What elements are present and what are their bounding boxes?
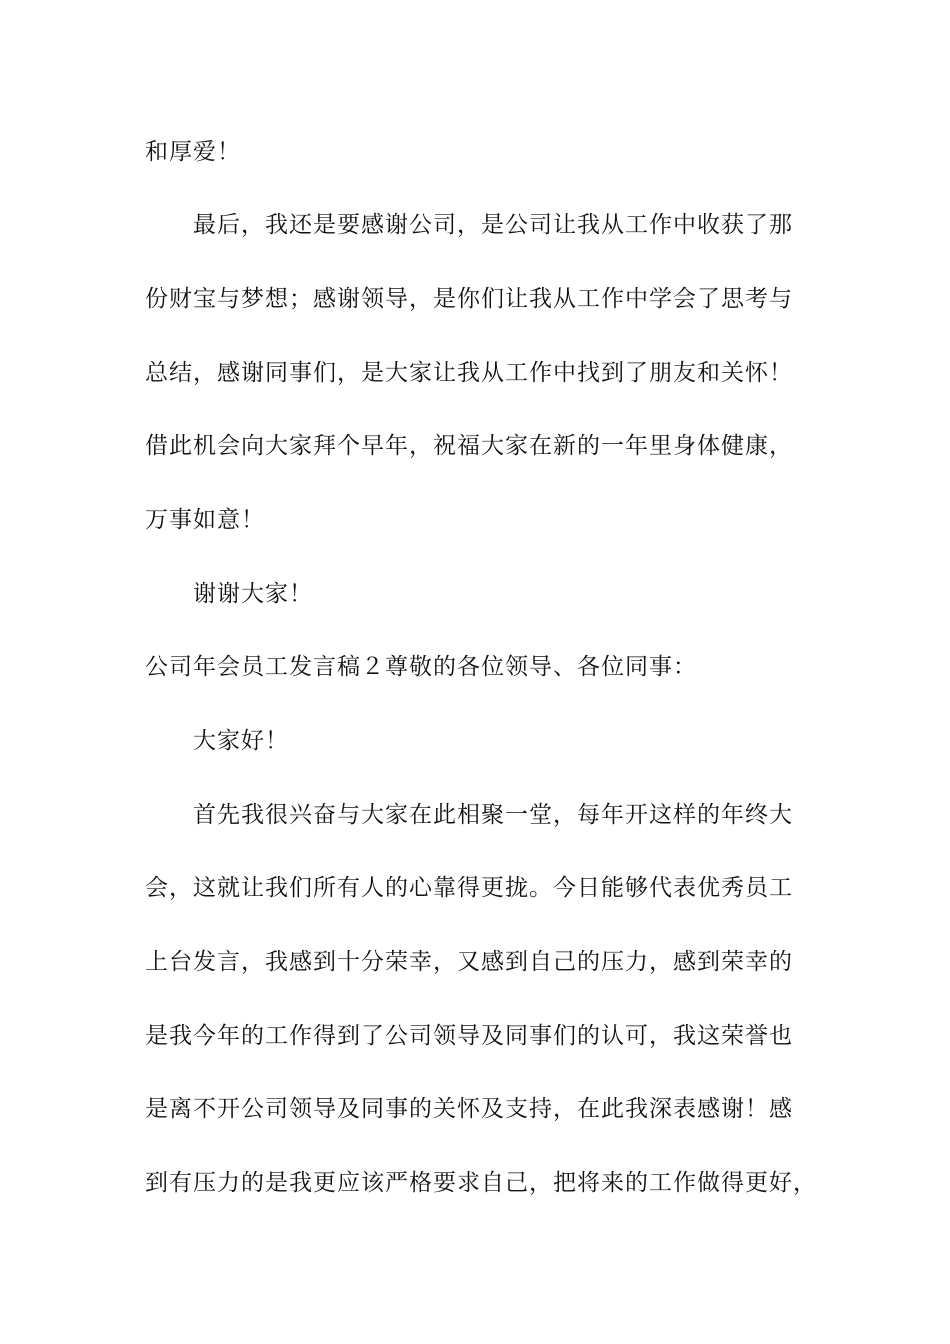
text-line: 和厚爱！ (145, 139, 241, 165)
text-line: 万事如意！ (145, 507, 265, 533)
text-line: 大家好！ (193, 728, 289, 754)
text-line: 是离不开公司领导及同事的关怀及支持，在此我深表感谢！感 (145, 1096, 793, 1122)
text-line: 借此机会向大家拜个早年，祝福大家在新的一年里身体健康， (145, 433, 793, 459)
text-line: 谢谢大家！ (193, 581, 313, 607)
section-heading-line: 公司年会员工发言稿２尊敬的各位领导、各位同事： (145, 654, 697, 680)
text-line: 会，这就让我们所有人的心靠得更拢。今日能够代表优秀员工 (145, 875, 793, 901)
text-line: 上台发言，我感到十分荣幸，又感到自己的压力，感到荣幸的 (145, 949, 793, 975)
text-line: 份财宝与梦想；感谢领导，是你们让我从工作中学会了思考与 (145, 286, 793, 312)
text-line: 到有压力的是我更应该严格要求自己，把将来的工作做得更好， (145, 1170, 817, 1196)
text-line: 首先我很兴奋与大家在此相聚一堂，每年开这样的年终大 (193, 802, 793, 828)
text-line: 是我今年的工作得到了公司领导及同事们的认可，我这荣誉也 (145, 1023, 793, 1049)
text-line: 最后，我还是要感谢公司，是公司让我从工作中收获了那 (193, 212, 793, 238)
text-line: 总结，感谢同事们，是大家让我从工作中找到了朋友和关怀！ (145, 360, 793, 386)
